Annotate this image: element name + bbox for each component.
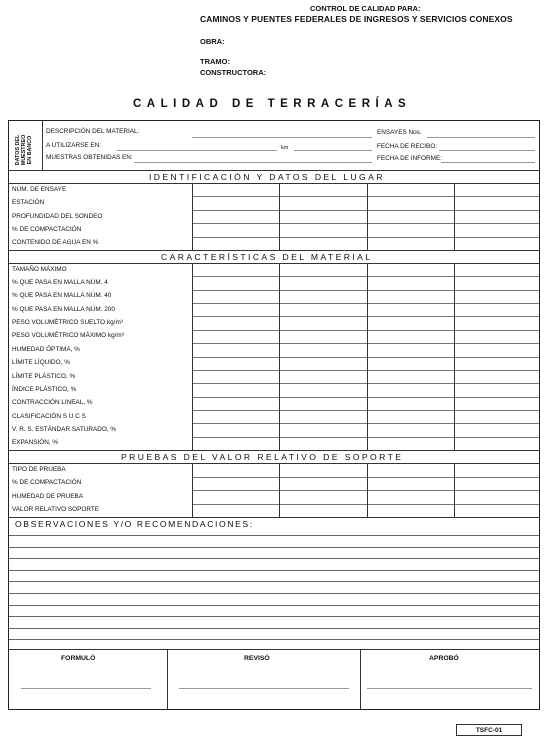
identificacion-cell[interactable]	[279, 183, 367, 196]
caracteristicas-cell[interactable]	[454, 410, 539, 423]
form-frame	[8, 120, 540, 710]
pruebas-cell[interactable]	[454, 477, 539, 491]
identificacion-cell[interactable]	[192, 210, 279, 223]
caracteristicas-cell[interactable]	[454, 370, 539, 383]
pruebas-row-label: HUMEDAD DE PRUEBA	[12, 492, 84, 500]
caracteristicas-cell[interactable]	[192, 410, 279, 423]
muestreo-side-label: DATOS DEL MUESTREO EN BANCO	[15, 134, 33, 166]
formulo-label: FORMULÓ	[61, 655, 96, 662]
page-title: CALIDAD DE TERRACERÍAS	[133, 98, 412, 110]
identificacion-row-label: NÚM. DE ENSAYE	[12, 185, 67, 193]
caracteristicas-cell[interactable]	[279, 423, 367, 436]
muestras-label: MUESTRAS OBTENIDAS EN:	[46, 154, 133, 161]
identificacion-cell[interactable]	[454, 237, 539, 250]
pruebas-cell[interactable]	[192, 463, 279, 477]
caracteristicas-cell[interactable]	[279, 410, 367, 423]
caracteristicas-row-label: % QUE PASA EN MALLA NÚM. 200	[12, 305, 115, 313]
caracteristicas-row-label: EXPANSIÓN, %	[12, 439, 59, 447]
caracteristicas-row-label: PESO VOLUMÉTRICO SUELTO kg/m³	[12, 319, 123, 327]
pruebas-cell[interactable]	[454, 490, 539, 504]
identificacion-cell[interactable]	[367, 223, 454, 236]
caracteristicas-title: CARACTERÍSTICAS DEL MATERIAL	[161, 252, 373, 262]
caracteristicas-cell[interactable]	[454, 330, 539, 343]
caracteristicas-cell[interactable]	[454, 357, 539, 370]
aprobo-signature-line[interactable]	[367, 688, 532, 689]
identificacion-cell[interactable]	[279, 223, 367, 236]
pruebas-cell[interactable]	[367, 477, 454, 491]
identificacion-row-label: ESTACIÓN	[12, 199, 45, 207]
pruebas-cell[interactable]	[279, 477, 367, 491]
caracteristicas-cell[interactable]	[454, 276, 539, 289]
caracteristicas-cell[interactable]	[367, 410, 454, 423]
identificacion-cell[interactable]	[367, 183, 454, 196]
caracteristicas-cell[interactable]	[367, 276, 454, 289]
caracteristicas-cell[interactable]	[279, 330, 367, 343]
tramo-label: TRAMO:	[200, 57, 230, 66]
form-code: TSFC-01	[456, 724, 522, 736]
caracteristicas-cell[interactable]	[454, 290, 539, 303]
caracteristicas-cell[interactable]	[367, 343, 454, 356]
fecha-informe-field[interactable]	[441, 162, 535, 163]
identificacion-cell[interactable]	[279, 237, 367, 250]
descripcion-label: DESCRIPCIÓN DEL MATERIAL:	[46, 128, 140, 135]
caracteristicas-row-label: % QUE PASA EN MALLA NÚM. 4	[12, 279, 108, 287]
pruebas-cell[interactable]	[367, 504, 454, 518]
caracteristicas-cell[interactable]	[367, 370, 454, 383]
caracteristicas-row-label: CLASIFICACIÓN S U C S	[12, 412, 86, 420]
km-label: km	[281, 145, 289, 151]
caracteristicas-row-label: V. R. S. ESTÁNDAR SATURADO, %	[12, 426, 117, 433]
caracteristicas-cell[interactable]	[367, 303, 454, 316]
caracteristicas-cell[interactable]	[279, 316, 367, 329]
fecha-recibo-field[interactable]	[439, 150, 535, 151]
identificacion-title: IDENTIFICACIÓN Y DATOS DEL LUGAR	[149, 172, 385, 182]
caracteristicas-cell[interactable]	[454, 303, 539, 316]
caracteristicas-row-label: PESO VOLUMÉTRICO MÁXIMO kg/m³	[12, 332, 124, 340]
caracteristicas-cell[interactable]	[279, 383, 367, 396]
reviso-signature-line[interactable]	[179, 688, 349, 689]
caracteristicas-row-label: LÍMITE LÍQUIDO, %	[12, 359, 70, 367]
identificacion-cell[interactable]	[192, 196, 279, 209]
caracteristicas-cell[interactable]	[367, 290, 454, 303]
identificacion-cell[interactable]	[367, 210, 454, 223]
caracteristicas-cell[interactable]	[454, 397, 539, 410]
observaciones-title: OBSERVACIONES Y/O RECOMENDACIONES:	[15, 519, 254, 529]
caracteristicas-cell[interactable]	[367, 423, 454, 436]
caracteristicas-cell[interactable]	[279, 263, 367, 276]
muestras-field[interactable]	[134, 162, 372, 163]
identificacion-cell[interactable]	[454, 223, 539, 236]
identificacion-cell[interactable]	[454, 196, 539, 209]
identificacion-row-label: % DE COMPACTACIÓN	[12, 225, 82, 233]
pruebas-cell[interactable]	[367, 490, 454, 504]
caracteristicas-cell[interactable]	[279, 343, 367, 356]
caracteristicas-cell[interactable]	[279, 357, 367, 370]
caracteristicas-cell[interactable]	[192, 383, 279, 396]
reviso-label: REVISÓ	[244, 655, 270, 662]
caracteristicas-cell[interactable]	[454, 423, 539, 436]
pruebas-cell[interactable]	[279, 504, 367, 518]
caracteristicas-cell[interactable]	[367, 383, 454, 396]
ensayes-field[interactable]	[427, 137, 535, 138]
caracteristicas-cell[interactable]	[279, 437, 367, 450]
pruebas-cell[interactable]	[367, 463, 454, 477]
identificacion-row-label: PROFUNDIDAD DEL SONDEO	[12, 212, 103, 220]
caracteristicas-cell[interactable]	[279, 370, 367, 383]
caracteristicas-cell[interactable]	[367, 316, 454, 329]
caracteristicas-cell[interactable]	[192, 276, 279, 289]
identificacion-cell[interactable]	[279, 210, 367, 223]
caracteristicas-cell[interactable]	[279, 290, 367, 303]
caracteristicas-cell[interactable]	[192, 357, 279, 370]
identificacion-cell[interactable]	[192, 237, 279, 250]
identificacion-cell[interactable]	[367, 237, 454, 250]
caracteristicas-row-label: ÍNDICE PLÁSTICO, %	[12, 385, 77, 393]
caracteristicas-cell[interactable]	[192, 343, 279, 356]
caracteristicas-cell[interactable]	[192, 263, 279, 276]
caracteristicas-cell[interactable]	[192, 330, 279, 343]
identificacion-cell[interactable]	[279, 196, 367, 209]
pruebas-row-label: TIPO DE PRUEBA	[12, 465, 66, 473]
caracteristicas-cell[interactable]	[367, 263, 454, 276]
identificacion-cell[interactable]	[367, 196, 454, 209]
fecha-informe-label: FECHA DE INFORME:	[377, 155, 442, 162]
caracteristicas-cell[interactable]	[192, 290, 279, 303]
utilizarse-label: A UTILIZARSE EN:	[46, 142, 102, 149]
pruebas-cell[interactable]	[279, 490, 367, 504]
fecha-recibo-label: FECHA DE RECIBO:	[377, 143, 438, 150]
pruebas-cell[interactable]	[192, 490, 279, 504]
caracteristicas-cell[interactable]	[279, 397, 367, 410]
pruebas-row-label: % DE COMPACTACIÓN	[12, 479, 82, 487]
pruebas-cell[interactable]	[454, 504, 539, 518]
caracteristicas-cell[interactable]	[367, 437, 454, 450]
constructora-label: CONSTRUCTORA:	[200, 68, 267, 77]
pruebas-cell[interactable]	[279, 463, 367, 477]
formulo-signature-line[interactable]	[21, 688, 151, 689]
caracteristicas-cell[interactable]	[279, 276, 367, 289]
project-name: CAMINOS Y PUENTES FEDERALES DE INGRESOS Y SERVICIOS CONEXOS	[200, 14, 513, 24]
caracteristicas-cell[interactable]	[454, 316, 539, 329]
caracteristicas-cell[interactable]	[367, 397, 454, 410]
caracteristicas-row-label: % QUE PASA EN MALLA NÚM. 40	[12, 292, 112, 300]
identificacion-cell[interactable]	[454, 210, 539, 223]
identificacion-cell[interactable]	[454, 183, 539, 196]
caracteristicas-row-label: CONTRACCIÓN LINEAL, %	[12, 399, 93, 407]
ensayes-label: ENSAYES Nos.	[377, 129, 422, 136]
caracteristicas-cell[interactable]	[279, 303, 367, 316]
caracteristicas-row-label: LÍMITE PLÁSTICO, %	[12, 372, 76, 380]
caracteristicas-row-label: HUMEDAD ÓPTIMA, %	[12, 345, 80, 353]
identificacion-cell[interactable]	[192, 223, 279, 236]
caracteristicas-cell[interactable]	[454, 263, 539, 276]
caracteristicas-cell[interactable]	[454, 383, 539, 396]
caracteristicas-cell[interactable]	[192, 423, 279, 436]
km-field[interactable]	[294, 150, 372, 151]
aprobo-label: APROBÓ	[429, 655, 459, 662]
caracteristicas-cell[interactable]	[192, 437, 279, 450]
caracteristicas-row-label: TAMAÑO MÁXIMO	[12, 265, 67, 273]
identificacion-cell[interactable]	[192, 183, 279, 196]
pruebas-cell[interactable]	[454, 463, 539, 477]
pruebas-row-label: VALOR RELATIVO SOPORTE	[12, 506, 100, 514]
caracteristicas-cell[interactable]	[367, 330, 454, 343]
caracteristicas-cell[interactable]	[192, 397, 279, 410]
control-label: CONTROL DE CALIDAD PARA:	[310, 4, 421, 13]
identificacion-row-label: CONTENIDO DE AGUA EN %	[12, 239, 99, 247]
pruebas-cell[interactable]	[192, 477, 279, 491]
descripcion-field[interactable]	[192, 137, 372, 138]
caracteristicas-cell[interactable]	[367, 357, 454, 370]
pruebas-title: PRUEBAS DEL VALOR RELATIVO DE SOPORTE	[121, 452, 404, 462]
caracteristicas-cell[interactable]	[454, 343, 539, 356]
obra-label: OBRA:	[200, 37, 225, 46]
caracteristicas-cell[interactable]	[192, 303, 279, 316]
utilizarse-field[interactable]	[117, 150, 277, 151]
caracteristicas-cell[interactable]	[454, 437, 539, 450]
caracteristicas-cell[interactable]	[192, 370, 279, 383]
pruebas-cell[interactable]	[192, 504, 279, 518]
caracteristicas-cell[interactable]	[192, 316, 279, 329]
